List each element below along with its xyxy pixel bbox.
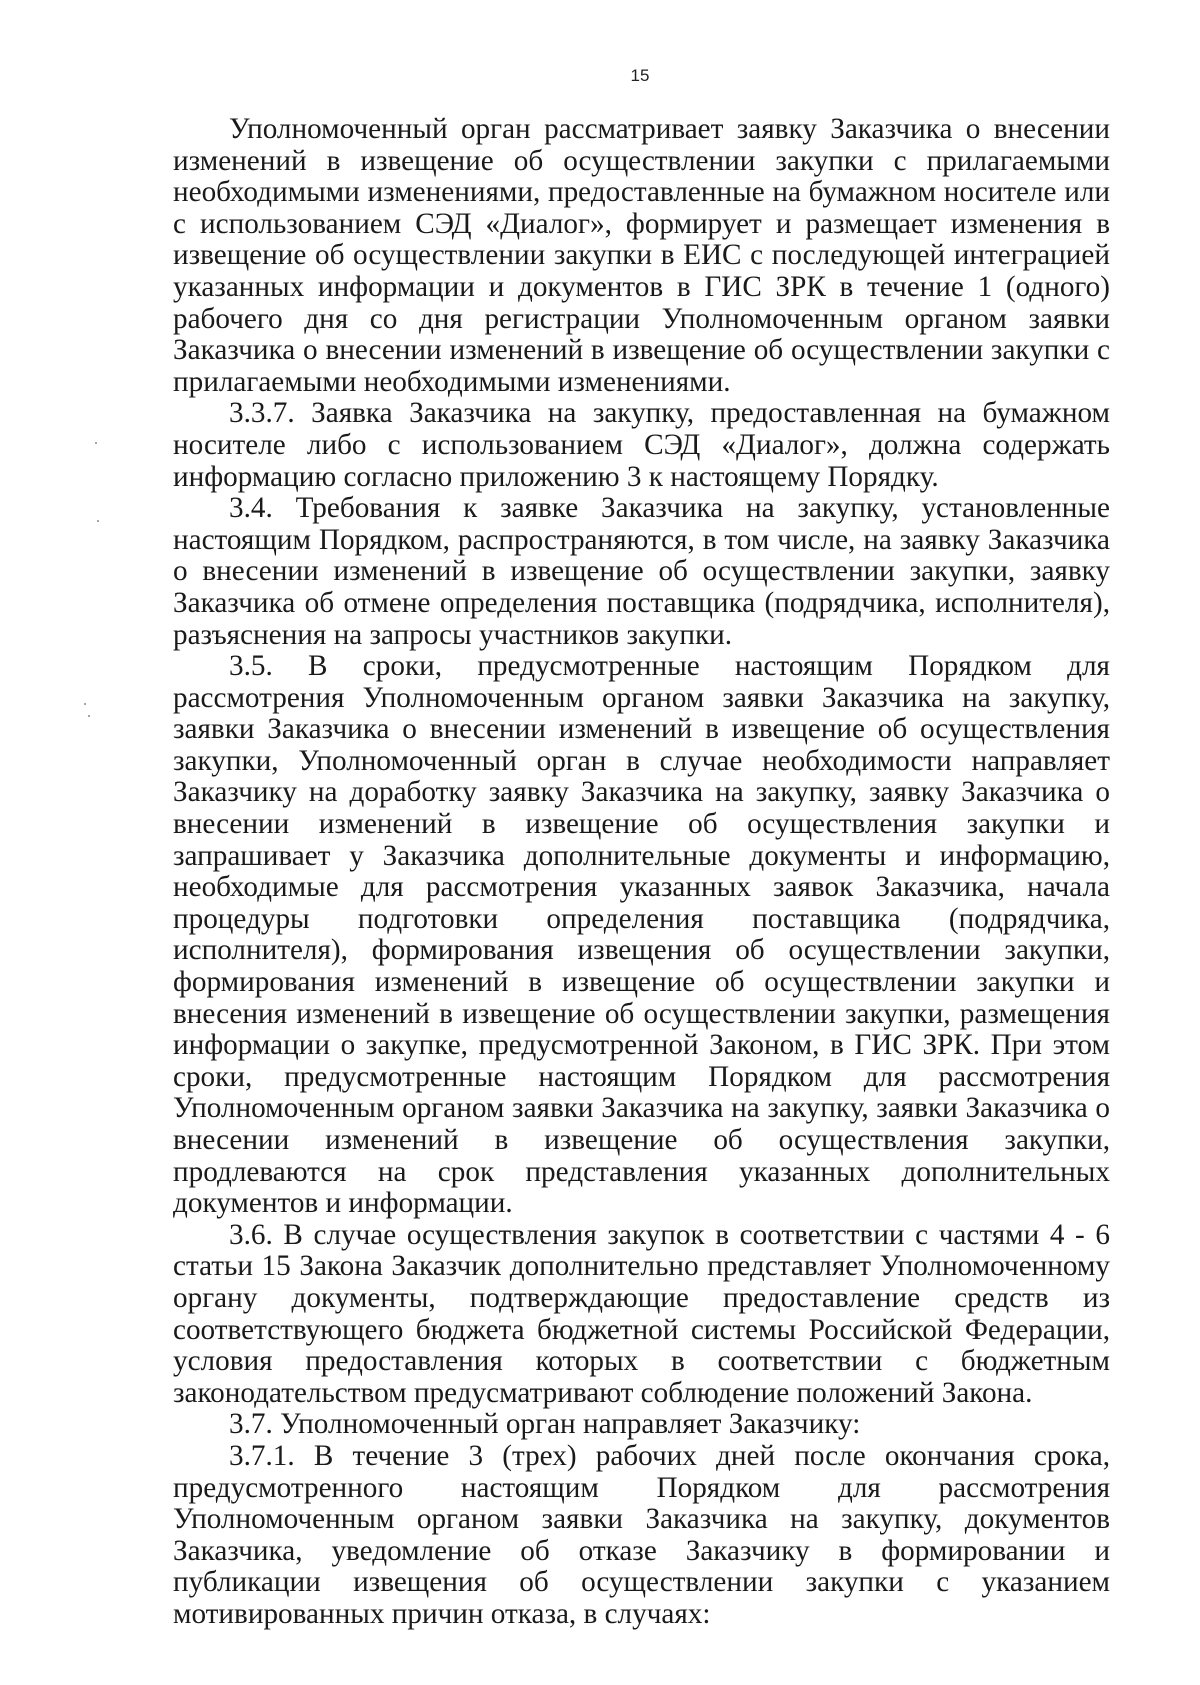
paragraph-3-4: 3.4. Требования к заявке Заказчика на закупку, установленные настоящим Порядком, распространяются, в том числе, на заявку Заказчика о внесении изменений в извещение об осуществлении закупки, заявку Заказчика об отмене определения поставщика (подрядчика, исполнителя), разъяснения на запросы участников закупки.: [173, 492, 1110, 651]
document-body: [173, 114, 1110, 1631]
paragraph-3-5: 3.5. В сроки, предусмотренные настоящим Порядком для рассмотрения Уполномоченным органом заявки Заказчика на закупку, заявки Заказчика о внесении изменений в извещение об осуществления закупки, Уполномоченный орган в случае необходимости направляет Заказчику на доработку заявку Заказчика на закупку, заявку Заказчика о внесении изменений в извещение об осуществления закупки и запрашивает у Заказчика дополнительные документы и информацию, необходимые для рассмотрения указанных заявок Заказчика, начала процедуры подготовки определения поставщика (подрядчика, исполнителя), формирования извещения об осуществлении закупки, формирования изменений в извещение об осуществлении закупки и внесения изменений в извещение об осуществлении закупки, размещения информации о закупке, предусмотренной Законом, в ГИС ЗРК. При этом сроки, предусмотренные настоящим Порядком для рассмотрения Уполномоченным органом заявки Заказчика на закупку, заявки Заказчика о внесении изменений в извещение об осуществления закупки, продлеваются на срок представления указанных дополнительных документов и информации.: [173, 650, 1110, 1220]
scan-speck: [97, 520, 99, 522]
page-number: 15: [630, 66, 650, 85]
paragraph-3-6: 3.6. В случае осуществления закупок в соответствии с частями 4 - 6 статьи 15 Закона Заказчик дополнительно представляет Уполномоченному органу документы, подтверждающие предоставление средств из соответствующего бюджета бюджетной системы Российской Федерации, условия предоставления которых в соответствии с бюджетным законодательством предусматривают соблюдение положений Закона.: [173, 1218, 1110, 1409]
scan-speck: [88, 715, 90, 717]
scan-speck: [95, 442, 97, 444]
paragraph-3-7: 3.7. Уполномоченный орган направляет Заказчику:: [229, 1408, 861, 1441]
paragraph-3-3-7: 3.3.7. Заявка Заказчика на закупку, предоставленная на бумажном носителе либо с использованием СЭД «Диалог», должна содержать информацию согласно приложению 3 к настоящему Порядку.: [173, 397, 1110, 493]
paragraph-authorized-body-review: Уполномоченный орган рассматривает заявку Заказчика о внесении изменений в извещение об осуществлении закупки с прилагаемыми необходимыми изменениями, предоставленные на бумажном носителе или с использованием СЭД «Диалог», формирует и размещает изменения в извещение об осуществлении закупки в ЕИС с последующей интеграцией указанных информации и документов в ГИС ЗРК в течение 1 (одного) рабочего дня со дня регистрации Уполномоченным органом заявки Заказчика о внесении изменений в извещение об осуществлении закупки с прилагаемыми необходимыми изменениями.: [173, 113, 1110, 398]
paragraph-3-7-1: 3.7.1. В течение 3 (трех) рабочих дней после окончания срока, предусмотренного настоящим Порядком для рассмотрения Уполномоченным органом заявки Заказчика на закупку, документов Заказчика, уведомление об отказе Заказчику в формировании и публикации извещения об осуществлении закупки с указанием мотивированных причин отказа, в случаях:: [173, 1439, 1110, 1630]
scan-speck: [84, 703, 86, 705]
